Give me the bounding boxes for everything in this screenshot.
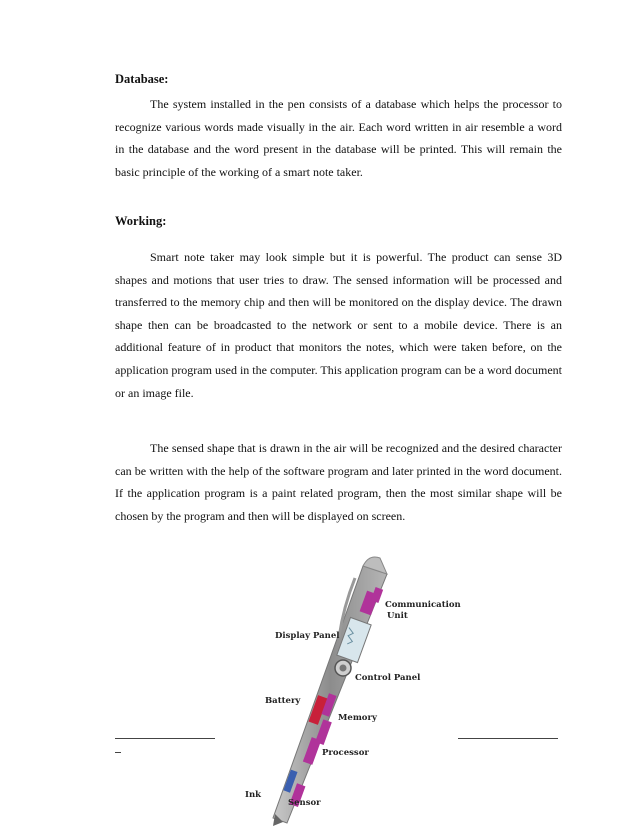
- working-paragraph-1: [115, 246, 562, 404]
- footer-rule-right: [458, 738, 558, 740]
- label-ink: Ink: [245, 790, 262, 800]
- label-communication: Communication: [385, 600, 461, 610]
- label-display-panel: Display Panel: [275, 631, 340, 641]
- label-communication-unit: Unit: [387, 611, 408, 621]
- database-text: The system installed in the pen consists of a database which helps the processor to recognize various words made visually in the air. Each word written in air resemble a word in the database and the word present in the database will be printed. This will remain the basic principle of the working of a smart note taker.: [115, 97, 562, 179]
- working-heading: Working:: [115, 214, 167, 228]
- footer-rule-left: [115, 738, 215, 740]
- label-control-panel: Control Panel: [355, 673, 421, 683]
- working-text-2: The sensed shape that is drawn in the air will be recognized and the desired character can be written with the help of the software program and later printed in the word document. If the application program is a paint related program, then the most similar shape will be chosen by the program and then will be displayed on screen.: [115, 441, 562, 523]
- smart-pen-diagram: [215, 548, 475, 826]
- working-text-1: Smart note taker may look simple but it is powerful. The product can sense 3D shapes and motions that user tries to draw. The sensed information will be processed and transferred to the memory chip and then will be monitored on the display device. The drawn shape then can be broadcasted to the network or sent to a mobile device. There is an additional feature of in product that monitors the notes, which were taken before, on the application program used in the computer. This application program can be a word document or an image file.: [115, 250, 562, 400]
- database-paragraph: [115, 93, 562, 183]
- database-heading: Database:: [115, 72, 169, 86]
- working-paragraph-2: [115, 437, 562, 527]
- footer-rule-left-tail: [115, 752, 121, 753]
- label-processor: Processor: [322, 748, 369, 758]
- label-sensor: Sensor: [288, 798, 321, 808]
- label-battery: Battery: [265, 696, 301, 706]
- label-memory: Memory: [338, 713, 377, 723]
- control-panel-shape: [335, 660, 351, 676]
